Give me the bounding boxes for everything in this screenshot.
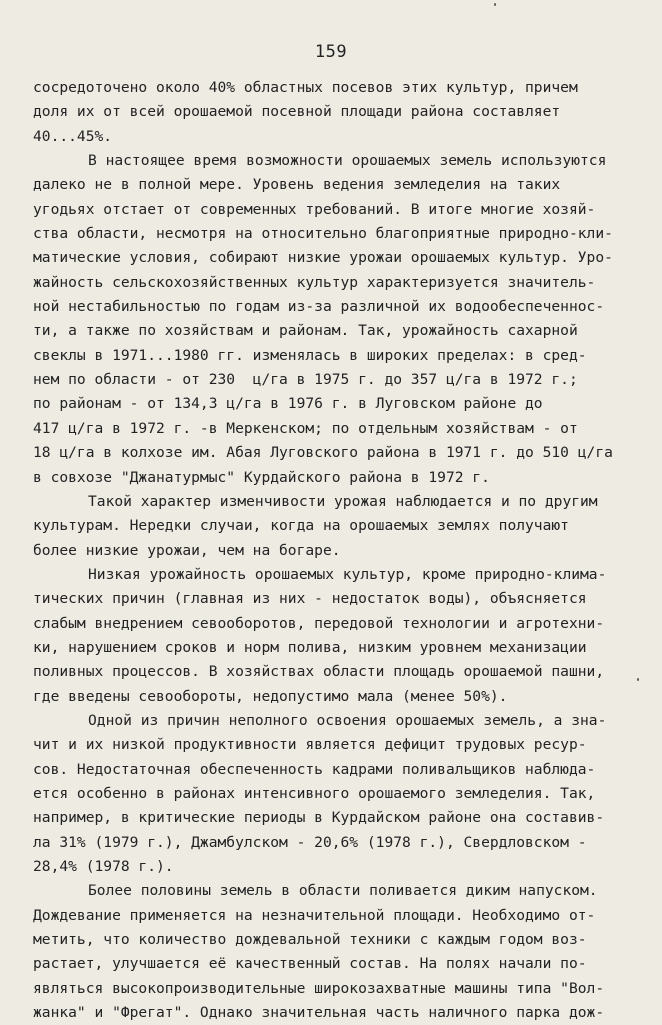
- text-line: доля их от всей орошаемой посевной площади района составляет: [33, 103, 561, 121]
- page-number: 159: [314, 42, 348, 62]
- text-line: ти, а также по хозяйствам и районам. Так, урожайность сахарной: [33, 322, 578, 340]
- text-line: далеко не в полной мере. Уровень ведения земледелия на таких: [33, 176, 561, 194]
- text-line: ки, нарушением сроков и норм полива, низким уровнем механизации: [33, 638, 587, 656]
- text-line: 40...45%.: [33, 127, 113, 145]
- text-line: тических причин (главная из них - недостаток воды), объясняется: [33, 590, 587, 608]
- text-line: где введены севообороты, недопустимо мала (менее 50%).: [33, 687, 508, 705]
- text-line: культурам. Нередки случаи, когда на орошаемых землях получают: [33, 517, 569, 535]
- text-line: угодьях отстает от современных требований. В итоге многие хозяй-: [33, 200, 596, 218]
- text-line: сов. Недостаточная обеспеченность кадрами поливальщиков наблюда-: [33, 760, 596, 778]
- text-line: Такой характер изменчивости урожая наблюдается и по другим: [88, 492, 598, 510]
- text-line: Одной из причин неполного освоения орошаемых земель, а зна-: [88, 711, 607, 729]
- paper-speck: [494, 3, 496, 6]
- paper-speck: [637, 678, 639, 681]
- text-line: 18 ц/га в колхозе им. Абая Луговского района в 1971 г. до 510 ц/га: [33, 444, 613, 462]
- text-line: сосредоточено около 40% областных посевов этих культур, причем: [33, 79, 578, 96]
- text-line: Более половины земель в области поливается диким напуском.: [88, 882, 598, 900]
- text-line: жайность сельскохозяйственных культур характеризуется значитель-: [33, 273, 596, 291]
- text-line: ла 31% (1979 г.), Джамбулском - 20,6% (1978 г.), Свердловском -: [33, 833, 587, 851]
- text-line: ется особенно в районах интенсивного орошаемого земледелия. Так,: [33, 784, 596, 802]
- body-text: [33, 76, 633, 1025]
- text-line: 28,4% (1978 г.).: [33, 858, 174, 875]
- text-line: матические условия, собирают низкие урожаи орошаемых культур. Уро-: [33, 249, 613, 267]
- text-line: нем по области - от 230 ц/га в 1975 г. до 357 ц/га в 1972 г.;: [33, 371, 578, 389]
- text-line: являться высокопроизводительные широкозахватные машины типа "Вол-: [33, 979, 605, 997]
- text-line: ства области, несмотря на относительно благоприятные природно-кли-: [33, 225, 613, 243]
- text-line: слабым внедрением севооборотов, передовой технологии и агротехни-: [33, 614, 605, 632]
- text-line: растает, улучшается её качественный состав. На полях начали по-: [33, 955, 587, 973]
- text-line: поливных процессов. В хозяйствах области площадь орошаемой пашни,: [33, 663, 605, 681]
- text-line: ной нестабильностью по годам из-за различной их водообеспеченнос-: [33, 298, 605, 316]
- text-line: свеклы в 1971...1980 гг. изменялась в широких пределах: в сред-: [33, 346, 587, 364]
- text-line: в совхозе "Джанатурмыс" Курдайского района в 1972 г.: [33, 468, 490, 486]
- text-line: метить, что количество дождевальной техники с каждым годом воз-: [33, 931, 587, 949]
- text-line: например, в критические периоды в Курдайском районе она составив-: [33, 809, 605, 827]
- text-line: Низкая урожайность орошаемых культур, кроме природно-климa-: [88, 565, 607, 583]
- text-line: 417 ц/га в 1972 г. -в Меркенском; по отдельным хозяйствам - от: [33, 419, 578, 437]
- text-line: более низкие урожаи, чем на богаре.: [33, 541, 341, 559]
- text-line: чит и их низкой продуктивности является дефицит трудовых ресур-: [33, 736, 587, 754]
- text-line: по районам - от 134,3 ц/га в 1976 г. в Луговском районе до: [33, 395, 543, 413]
- text-line: Дождевание применяется на незначительной площади. Необходимо от-: [33, 906, 596, 924]
- text-line: В настоящее время возможности орошаемых земель используются: [88, 152, 607, 170]
- text-line: жанка" и "Фрегат". Однако значительная часть наличного парка дож-: [33, 1004, 605, 1022]
